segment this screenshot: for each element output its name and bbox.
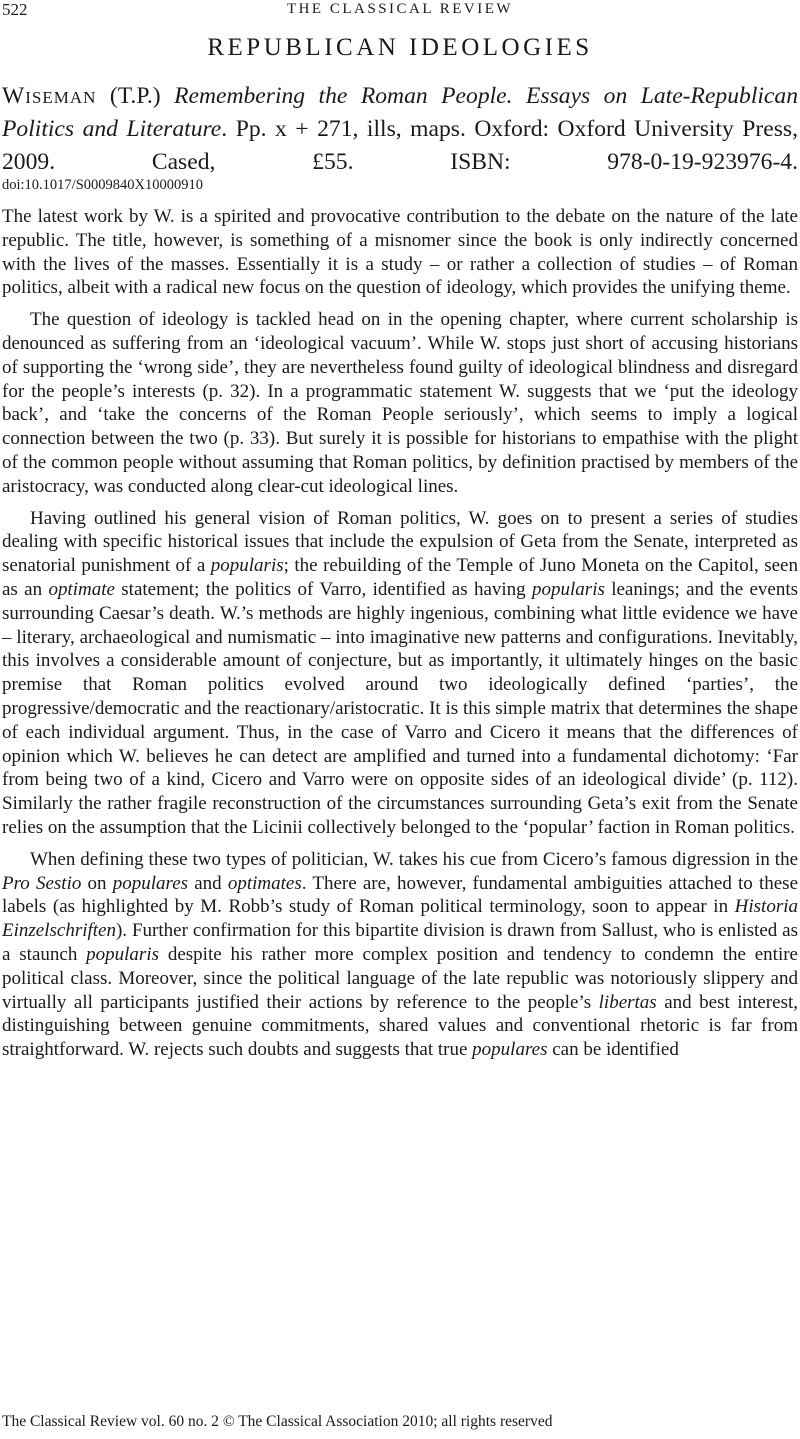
italic-term: Pro Sestio bbox=[2, 872, 82, 894]
italic-term: populares bbox=[472, 1039, 548, 1061]
text-run: Having outlined his general vision of Roman politics, W. goes on to present a series of studies dealing with specific historical issues that include the expulsion of Geta from the Senate, interpreted as senatorial punishment of a bbox=[2, 507, 798, 577]
paragraph-4 bbox=[2, 848, 798, 1062]
section-title: REPUBLICAN IDEOLOGIES bbox=[207, 34, 593, 61]
text-run: . There are, however, fundamental ambiguities attached to these labels (as highlighted by M. Robb’s study of Roman political terminology, soon to appear in bbox=[2, 872, 799, 918]
citation-title: Remembering the Roman People. Essays on Late-Republican Politics and Literature bbox=[2, 83, 798, 142]
citation-initials: (T.P.) bbox=[96, 83, 175, 109]
italic-term: popularis bbox=[532, 578, 605, 600]
italic-term: popularis bbox=[86, 943, 160, 965]
citation-author: Wiseman bbox=[2, 83, 97, 109]
italic-term: libertas bbox=[598, 991, 657, 1013]
text-run: can be identified bbox=[547, 1039, 679, 1061]
citation-details: . Pp. x + 271, ills, maps. Oxford: Oxford University Press, 2009. Cased, £55. ISBN: 978-0-19-923976-4. bbox=[2, 116, 798, 175]
text-run: ). Further confirmation for this bipartite division is drawn from Sallust, who is enlisted as a staunch bbox=[2, 920, 798, 965]
book-citation bbox=[2, 80, 798, 179]
doi: doi:10.1017/S0009840X10000910 bbox=[2, 177, 203, 193]
italic-term: popularis bbox=[210, 555, 284, 577]
paragraph-1: The latest work by W. is a spirited and provocative contribution to the debate on the nature of the late republic. The title, however, is something of a misnomer since the book is only indirectly concerned with the lives of the masses. Essentially it is a study – or rather a collection of studies – of Roman politics, albeit with a radical new focus on the question of ideology, which provides the unifying theme. bbox=[2, 206, 798, 299]
text-run: and bbox=[188, 872, 228, 894]
review-body bbox=[2, 205, 798, 1062]
text-run: When defining these two types of politician, W. takes his cue from Cicero’s famous digression in the bbox=[30, 848, 798, 870]
italic-term: populares bbox=[112, 872, 189, 894]
text-run: and best interest, distinguishing between genuine commitments, shared values and conventional rhetoric is far from straightforward. W. rejects such doubts and suggests that true bbox=[2, 991, 798, 1061]
italic-term: optimate bbox=[48, 578, 115, 600]
text-run: ; the rebuilding of the Temple of Juno Moneta on the Capitol, seen as an bbox=[2, 555, 798, 600]
running-head: THE CLASSICAL REVIEW bbox=[286, 1, 514, 17]
italic-term: optimates bbox=[227, 872, 302, 894]
copyright-footer: The Classical Review vol. 60 no. 2 © The Classical Association 2010; all rights reserved bbox=[2, 1413, 553, 1430]
text-run: despite his rather more complex position and tendency to condemn the entire political class. Moreover, since the political language of the late republic was notoriously slippery and virtually all participants justified their actions by reference to the people’s bbox=[2, 943, 798, 1013]
italic-term: Historia Einzelschriften bbox=[2, 896, 798, 942]
page-number: 522 bbox=[2, 0, 28, 19]
text-run: leanings; and the events surrounding Caesar’s death. W.’s methods are highly ingenious, combining what little evidence we have – literary, archaeological and numismatic – into imaginative new patterns and configurations. Inevitably, this involves a considerable amount of conjecture, but as importantly, it ultimately hinges on the basic premise that Roman politics evolved around two ideologically defined ‘parties’, the progressive/democratic and the reactionary/aristocratic. It is this simple matrix that determines the shape of each individual argument. Thus, in the case of Varro and Cicero it means that the differences of opinion which W. believes he can detect are amplified and turned into a fundamental dichotomy: ‘Far from being two of a kind, Cicero and Varro were on opposite sides of an ideological divide’ (p. 112). Similarly the rather fragile reconstruction of the circumstances surrounding Geta’s exit from the Senate relies on the assumption that the Licinii collectively belonged to the ‘popular’ faction in Roman politics. bbox=[2, 578, 799, 838]
paragraph-3 bbox=[2, 507, 798, 840]
paragraph-2: The question of ideology is tackled head on in the opening chapter, where current scholarship is denounced as suffering from an ‘ideological vacuum’. While W. stops just short of accusing historians of supporting the ‘wrong side’, they are nevertheless found guilty of ideological blindness and disregard for the people’s interests (p. 32). In a programmatic statement W. suggests that we ‘put the ideology back’, and ‘take the concerns of the Roman People seriously’, which seems to imply a logical connection between the two (p. 33). But surely it is possible for historians to empathise with the plight of the common people without assuming that Roman politics, by definition practised by members of the aristocracy, was conducted along clear-cut ideological lines. bbox=[2, 309, 798, 497]
text-run: statement; the politics of Varro, identified as having bbox=[114, 578, 533, 600]
text-run: on bbox=[81, 872, 113, 894]
